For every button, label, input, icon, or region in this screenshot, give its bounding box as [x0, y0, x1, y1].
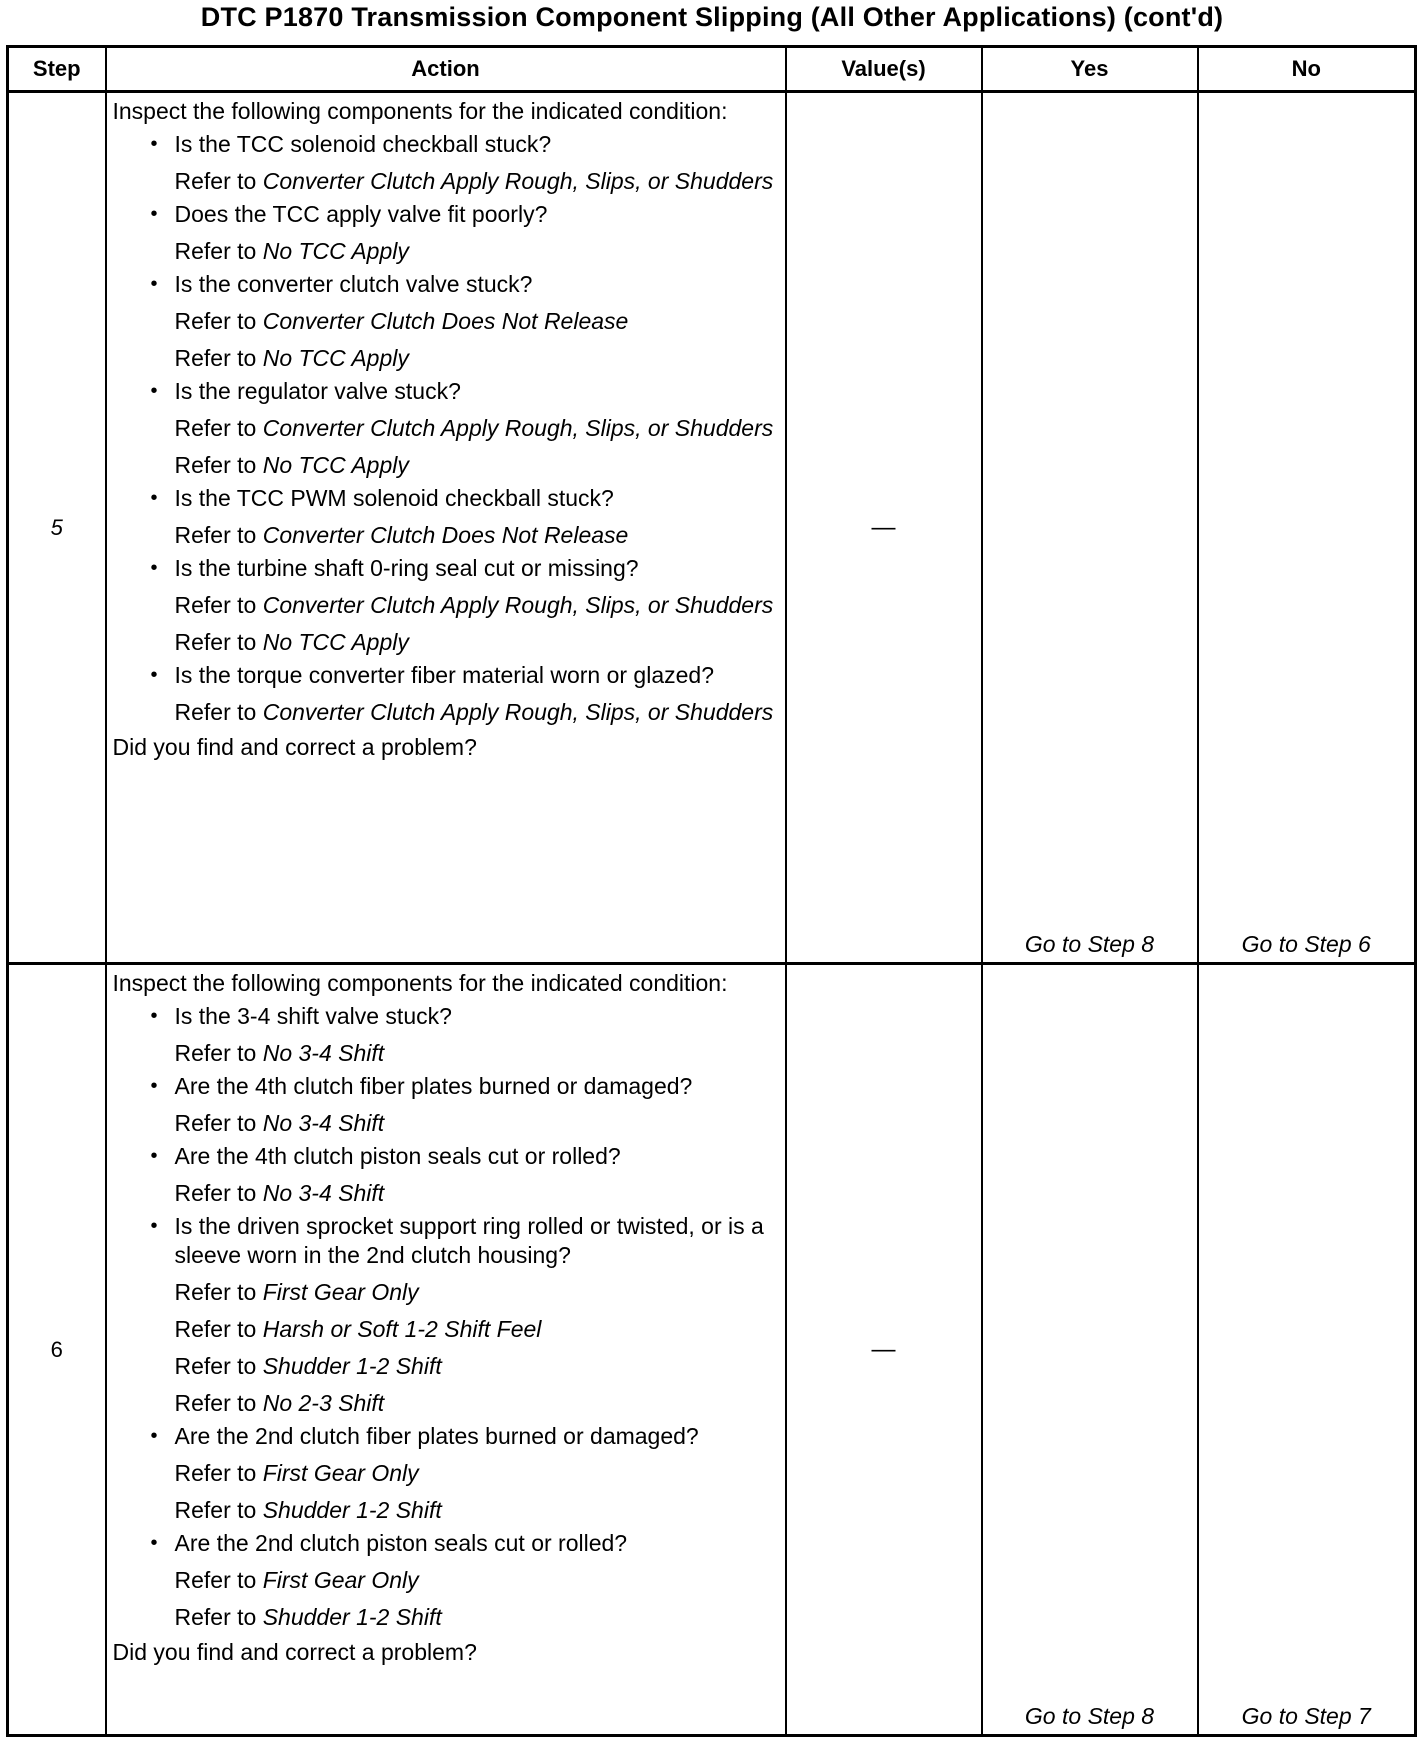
check-question: Are the 4th clutch piston seals cut or rolled? [174, 1143, 621, 1169]
action-question: Did you find and correct a problem? [112, 734, 477, 760]
reference-line [113, 1566, 779, 1595]
reference-link[interactable]: Harsh or Soft 1-2 Shift Feel [262, 1316, 542, 1342]
reference-prefix: Refer to [174, 629, 257, 655]
header-row [8, 47, 1416, 92]
reference-line [113, 344, 779, 373]
check-item [113, 1422, 779, 1451]
reference-prefix: Refer to [174, 168, 257, 194]
check-question: Is the torque converter fiber material worn or glazed? [174, 662, 714, 688]
check-item [113, 1529, 779, 1558]
reference-prefix: Refer to [174, 1497, 257, 1523]
check-item [113, 377, 779, 406]
reference-prefix: Refer to [174, 1279, 257, 1305]
check-question: Is the driven sprocket support ring rolled or twisted, or is a sleeve worn in the 2nd clutch housing? [174, 1213, 764, 1268]
reference-link[interactable]: Converter Clutch Apply Rough, Slips, or Shudders [262, 415, 774, 441]
page-title: DTC P1870 Transmission Component Slipping (All Other Applications) (cont'd) [200, 2, 1224, 32]
reference-prefix: Refer to [174, 1604, 257, 1630]
reference-link[interactable]: Converter Clutch Does Not Release [262, 522, 629, 548]
reference-prefix: Refer to [174, 1390, 257, 1416]
bullet-icon: • [150, 273, 158, 295]
action-cell [106, 964, 786, 1736]
check-question: Are the 2nd clutch fiber plates burned or damaged? [174, 1423, 699, 1449]
action-intro: Inspect the following components for the indicated condition: [112, 98, 728, 124]
check-item [113, 1072, 779, 1101]
check-item [113, 1002, 779, 1031]
reference-prefix: Refer to [174, 345, 257, 371]
reference-prefix: Refer to [174, 238, 257, 264]
reference-line [113, 167, 779, 196]
reference-line [113, 1496, 779, 1525]
reference-link[interactable]: Shudder 1-2 Shift [262, 1604, 442, 1630]
check-item [113, 1142, 779, 1171]
bullet-icon: • [150, 203, 158, 225]
action-question: Did you find and correct a problem? [112, 1639, 477, 1665]
check-question: Is the TCC PWM solenoid checkball stuck? [174, 485, 614, 511]
action-intro: Inspect the following components for the indicated condition: [112, 970, 728, 996]
reference-link[interactable]: Shudder 1-2 Shift [262, 1497, 442, 1523]
reference-link[interactable]: No TCC Apply [262, 629, 409, 655]
bullet-icon: • [150, 1075, 158, 1097]
reference-prefix: Refer to [174, 452, 257, 478]
header-no: No [1198, 47, 1416, 92]
value-cell: — [786, 964, 982, 1736]
reference-link[interactable]: No 3-4 Shift [262, 1180, 385, 1206]
check-item [113, 200, 779, 229]
yes-cell: Go to Step 8 [982, 964, 1198, 1736]
check-item [113, 484, 779, 513]
reference-line [113, 1389, 779, 1418]
value-cell: — [786, 92, 982, 964]
check-question: Is the converter clutch valve stuck? [174, 271, 533, 297]
header-yes: Yes [982, 47, 1198, 92]
reference-link[interactable]: No TCC Apply [262, 238, 409, 264]
reference-prefix: Refer to [174, 308, 257, 334]
yes-cell: Go to Step 8 [982, 92, 1198, 964]
reference-link[interactable]: Converter Clutch Apply Rough, Slips, or Shudders [262, 168, 774, 194]
check-question: Does the TCC apply valve fit poorly? [174, 201, 548, 227]
header-values: Value(s) [786, 47, 982, 92]
reference-line [113, 1459, 779, 1488]
reference-line [113, 307, 779, 336]
reference-line [113, 237, 779, 266]
step-number: 5 [8, 92, 106, 964]
reference-prefix: Refer to [174, 592, 257, 618]
item-list [113, 130, 779, 727]
reference-line [113, 414, 779, 443]
check-question: Are the 4th clutch fiber plates burned or damaged? [174, 1073, 693, 1099]
reference-link[interactable]: Converter Clutch Apply Rough, Slips, or Shudders [262, 699, 774, 725]
bullet-icon: • [150, 380, 158, 402]
reference-link[interactable]: No 2-3 Shift [262, 1390, 385, 1416]
reference-line [113, 698, 779, 727]
reference-line [113, 1179, 779, 1208]
check-question: Is the 3-4 shift valve stuck? [174, 1003, 452, 1029]
check-item [113, 1212, 779, 1270]
reference-link[interactable]: First Gear Only [262, 1279, 419, 1305]
reference-link[interactable]: Converter Clutch Apply Rough, Slips, or Shudders [262, 592, 774, 618]
reference-line [113, 451, 779, 480]
reference-line [113, 1603, 779, 1632]
reference-line [113, 1315, 779, 1344]
reference-line [113, 1278, 779, 1307]
bullet-icon: • [150, 1005, 158, 1027]
reference-prefix: Refer to [174, 1460, 257, 1486]
bullet-icon: • [150, 664, 158, 686]
reference-prefix: Refer to [174, 1180, 257, 1206]
reference-link[interactable]: First Gear Only [262, 1567, 419, 1593]
bullet-icon: • [150, 487, 158, 509]
diagnostic-table [6, 45, 1417, 1737]
reference-prefix: Refer to [174, 415, 257, 441]
reference-link[interactable]: Converter Clutch Does Not Release [262, 308, 629, 334]
table-row [8, 92, 1416, 964]
reference-prefix: Refer to [174, 1110, 257, 1136]
bullet-icon: • [150, 133, 158, 155]
reference-line [113, 1352, 779, 1381]
action-cell [106, 92, 786, 964]
reference-link[interactable]: No 3-4 Shift [262, 1110, 385, 1136]
table-row [8, 964, 1416, 1736]
reference-link[interactable]: No TCC Apply [262, 345, 409, 371]
check-question: Is the regulator valve stuck? [174, 378, 461, 404]
reference-line [113, 628, 779, 657]
header-step: Step [8, 47, 106, 92]
reference-link[interactable]: Shudder 1-2 Shift [262, 1353, 442, 1379]
no-cell: Go to Step 6 [1198, 92, 1416, 964]
step-number: 6 [8, 964, 106, 1736]
reference-line [113, 1109, 779, 1138]
reference-link[interactable]: No TCC Apply [262, 452, 409, 478]
header-action: Action [106, 47, 786, 92]
no-cell: Go to Step 7 [1198, 964, 1416, 1736]
bullet-icon: • [150, 1425, 158, 1447]
reference-line [113, 591, 779, 620]
reference-link[interactable]: No 3-4 Shift [262, 1040, 385, 1066]
bullet-icon: • [150, 557, 158, 579]
reference-line [113, 521, 779, 550]
reference-prefix: Refer to [174, 1040, 257, 1066]
reference-prefix: Refer to [174, 1353, 257, 1379]
reference-link[interactable]: First Gear Only [262, 1460, 419, 1486]
check-item [113, 661, 779, 690]
check-question: Is the turbine shaft 0-ring seal cut or missing? [174, 555, 639, 581]
reference-prefix: Refer to [174, 522, 257, 548]
check-item [113, 270, 779, 299]
reference-prefix: Refer to [174, 699, 257, 725]
reference-prefix: Refer to [174, 1316, 257, 1342]
check-question: Are the 2nd clutch piston seals cut or rolled? [174, 1530, 628, 1556]
check-question: Is the TCC solenoid checkball stuck? [174, 131, 552, 157]
bullet-icon: • [150, 1215, 158, 1237]
check-item [113, 554, 779, 583]
check-item [113, 130, 779, 159]
bullet-icon: • [150, 1145, 158, 1167]
item-list [113, 1002, 779, 1632]
reference-prefix: Refer to [174, 1567, 257, 1593]
bullet-icon: • [150, 1532, 158, 1554]
reference-line [113, 1039, 779, 1068]
